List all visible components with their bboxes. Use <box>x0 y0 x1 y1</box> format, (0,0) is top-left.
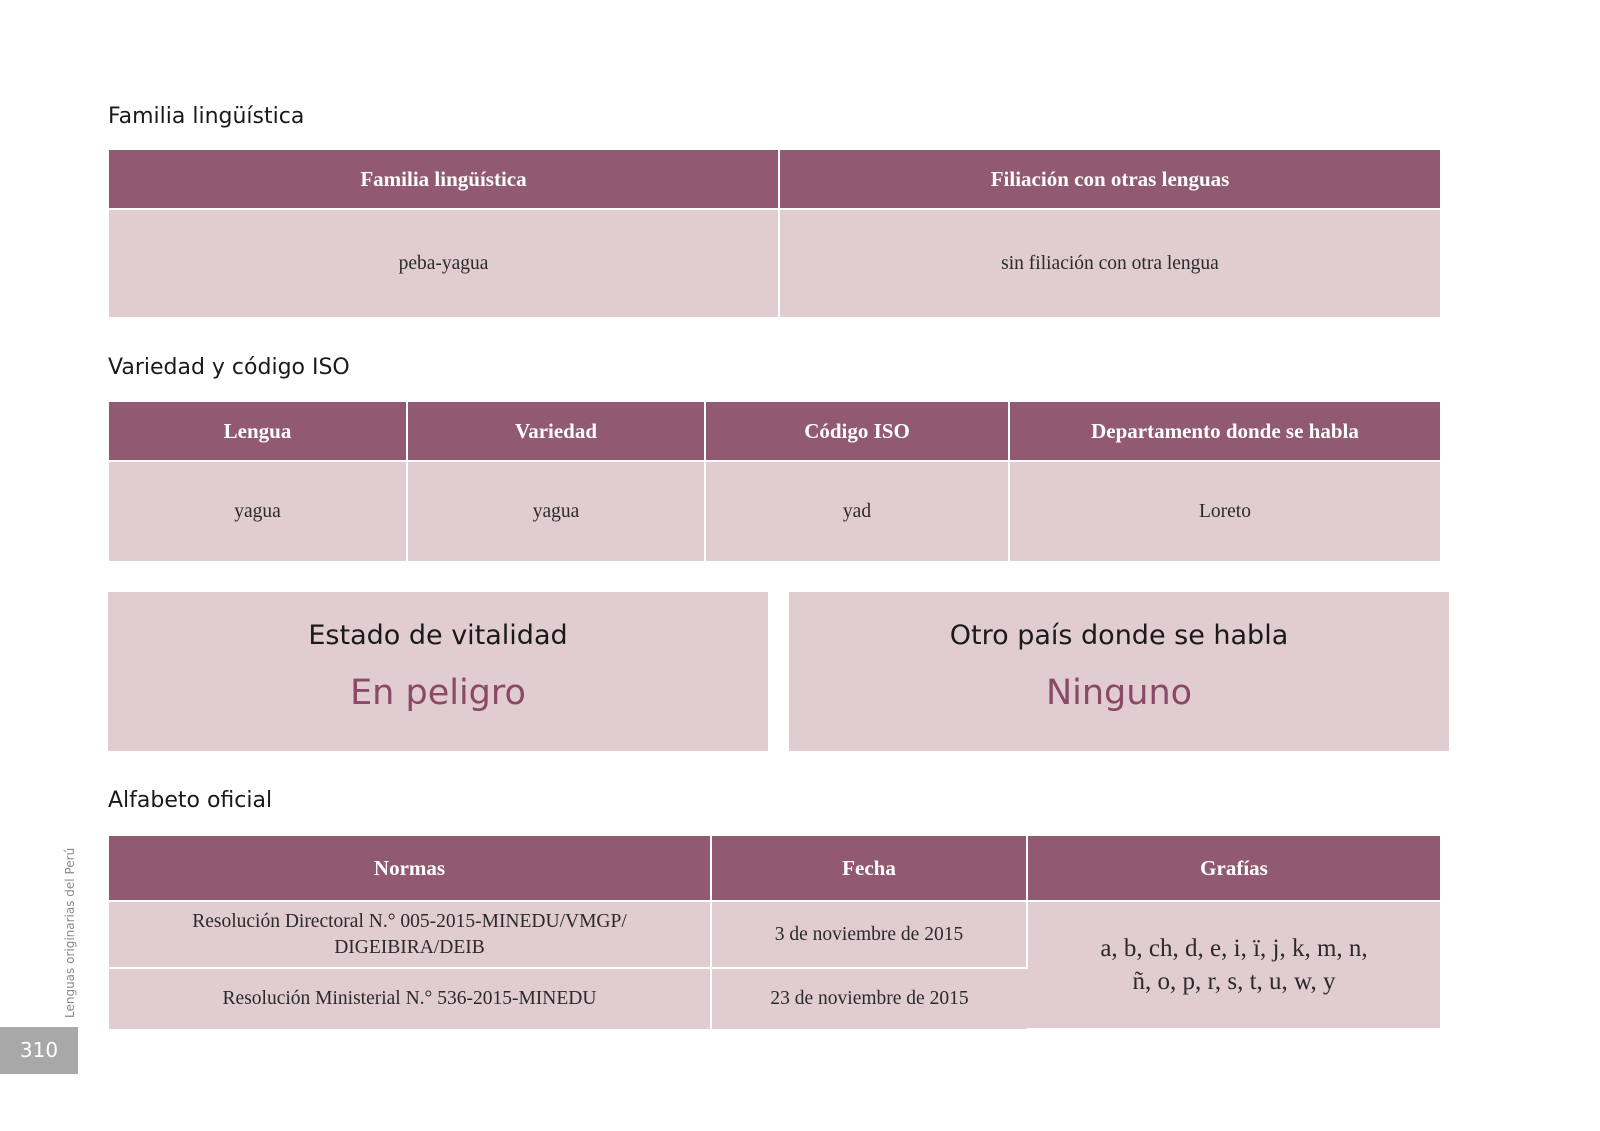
vitalidad-label: Estado de vitalidad <box>308 620 568 651</box>
cell-filiacion: sin filiación con otra lengua <box>779 209 1440 317</box>
cell-departamento: Loreto <box>1009 461 1440 561</box>
vitalidad-value: En peligro <box>350 673 526 713</box>
otro-pais-value: Ninguno <box>1045 673 1193 713</box>
header-grafias: Grafías <box>1027 836 1440 901</box>
cell-norma-2: Resolución Ministerial N.° 536-2015-MINEDU <box>109 968 711 1029</box>
section-title-alfabeto: Alfabeto oficial <box>108 788 273 813</box>
grafias-line-1: a, b, ch, d, e, i, ï, j, k, m, n, <box>1100 935 1368 962</box>
section-title-variedad: Variedad y código ISO <box>108 355 350 380</box>
header-fecha: Fecha <box>711 836 1027 901</box>
familia-table <box>109 150 1440 317</box>
header-normas: Normas <box>109 836 711 901</box>
alfabeto-table <box>109 836 1440 1030</box>
side-running-title: Lenguas originarias del Perú <box>63 847 77 1018</box>
cell-variedad: yagua <box>407 461 705 561</box>
cell-lengua: yagua <box>109 461 407 561</box>
cell-fecha-2: 23 de noviembre de 2015 <box>711 968 1027 1029</box>
page-number: 310 <box>0 1027 78 1074</box>
otro-pais-box <box>789 592 1449 751</box>
norma-1-line-2: DIGEIBIRA/DEIB <box>334 936 485 958</box>
vitalidad-box <box>108 592 768 751</box>
grafias-line-2: ñ, o, p, r, s, t, u, w, y <box>1132 968 1336 995</box>
header-filiacion: Filiación con otras lenguas <box>779 150 1440 209</box>
header-departamento: Departamento donde se habla <box>1009 402 1440 461</box>
section-title-familia: Familia lingüística <box>108 104 305 129</box>
cell-fecha-1: 3 de noviembre de 2015 <box>711 901 1027 968</box>
cell-familia: peba-yagua <box>109 209 779 317</box>
header-familia: Familia lingüística <box>109 150 779 209</box>
variedad-table <box>109 402 1440 561</box>
cell-codigo-iso: yad <box>705 461 1009 561</box>
header-codigo-iso: Código ISO <box>705 402 1009 461</box>
header-lengua: Lengua <box>109 402 407 461</box>
otro-pais-label: Otro país donde se habla <box>949 620 1289 651</box>
header-variedad: Variedad <box>407 402 705 461</box>
norma-1-line-1: Resolución Directoral N.° 005-2015-MINEDU/VMGP/ <box>192 910 627 932</box>
cell-norma-1 <box>109 901 711 968</box>
cell-grafias <box>1027 901 1440 1029</box>
